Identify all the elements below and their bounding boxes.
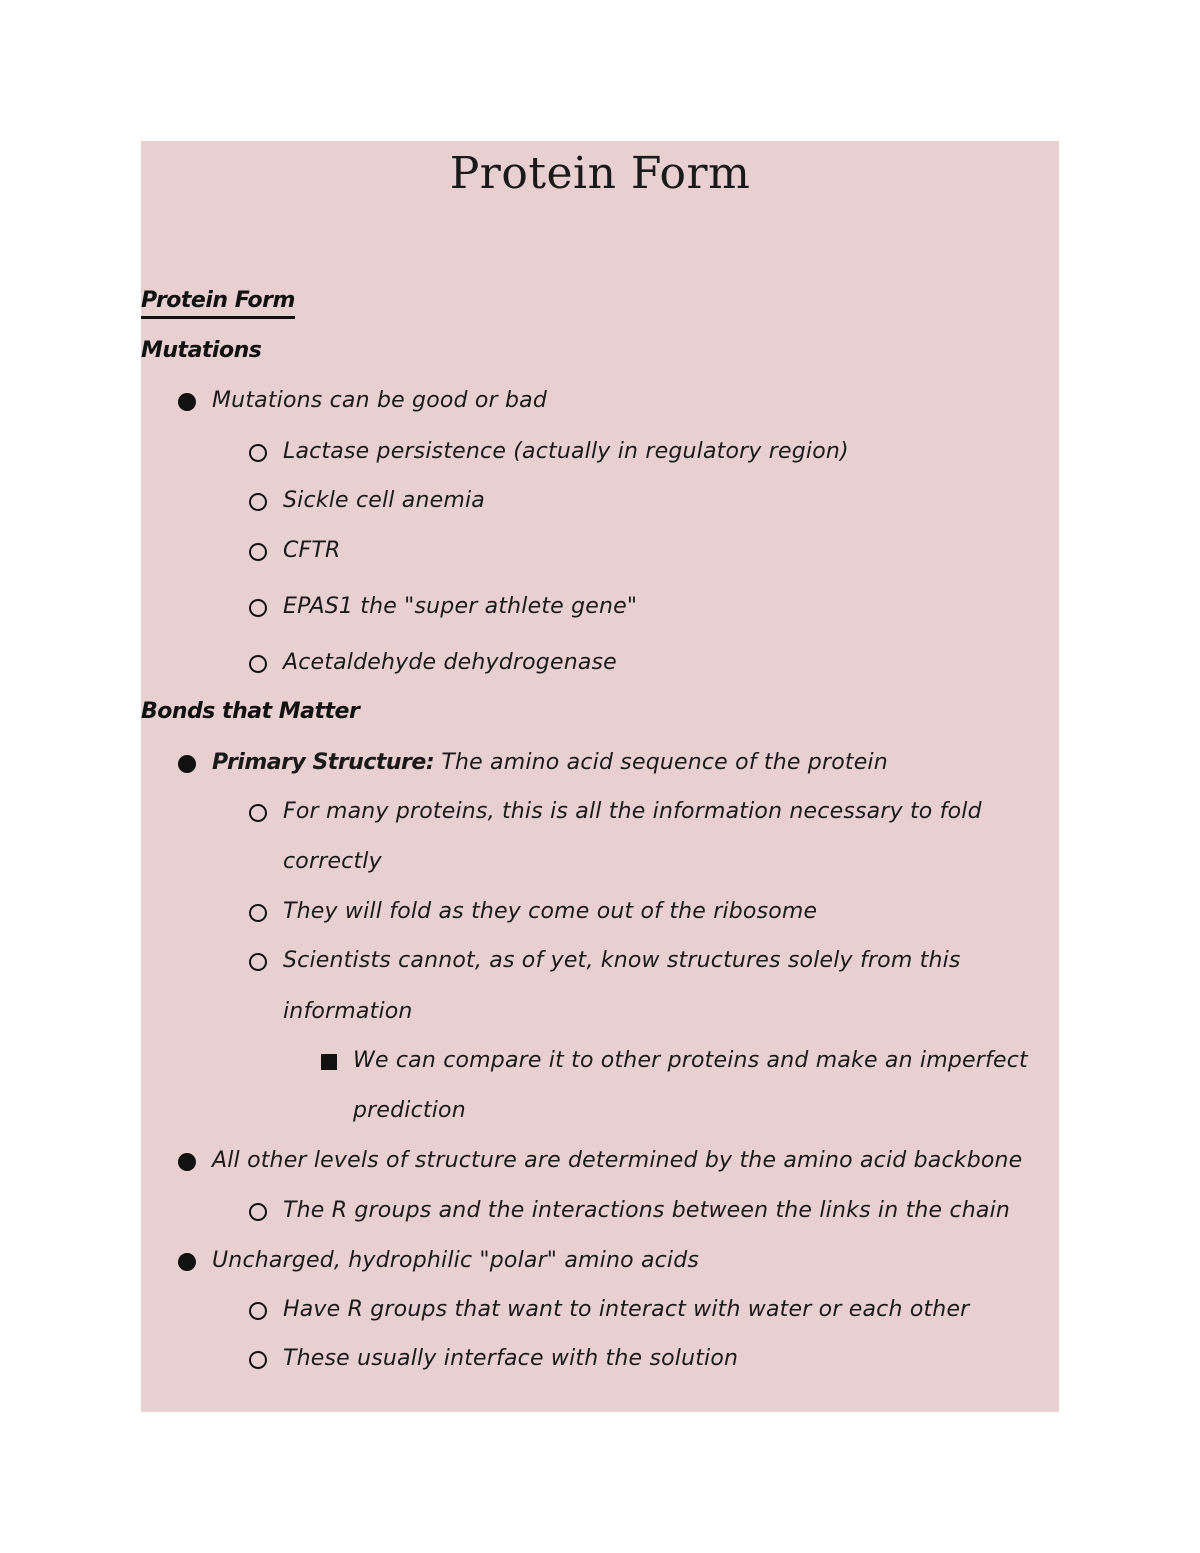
list-item: Sickle cell anemia xyxy=(283,488,485,513)
bullet-circle xyxy=(249,543,267,561)
list-item: These usually interface with the solution xyxy=(283,1346,739,1371)
list-item-continuation: information xyxy=(283,999,413,1024)
bullet-circle xyxy=(249,444,267,462)
list-item: Mutations can be good or bad xyxy=(212,388,547,413)
list-item-continuation: prediction xyxy=(353,1098,466,1123)
bullet-circle xyxy=(249,599,267,617)
list-item: The R groups and the interactions between the links in the chain xyxy=(283,1198,1011,1223)
bullet-square xyxy=(321,1054,337,1070)
bullet-disc xyxy=(178,755,196,773)
bullet-circle xyxy=(249,904,267,922)
bullet-circle xyxy=(249,1203,267,1221)
bullet-circle xyxy=(249,1302,267,1320)
list-item: Lactase persistence (actually in regulatory region) xyxy=(283,439,849,464)
bullet-circle xyxy=(249,953,267,971)
list-item: They will fold as they come out of the ribosome xyxy=(283,899,818,924)
section-heading-mutations: Mutations xyxy=(141,338,262,363)
list-item: For many proteins, this is all the information necessary to fold xyxy=(283,799,982,824)
bullet-circle xyxy=(249,1351,267,1369)
list-item-continuation: correctly xyxy=(283,849,382,874)
primary-structure-text: The amino acid sequence of the protein xyxy=(434,750,888,775)
primary-structure-label: Primary Structure: xyxy=(212,750,435,775)
list-item: Scientists cannot, as of yet, know structures solely from this xyxy=(283,948,961,973)
section-heading-bonds: Bonds that Matter xyxy=(141,699,360,724)
document-title: Protein Form xyxy=(449,148,751,199)
list-item: All other levels of structure are determined by the amino acid backbone xyxy=(212,1148,1023,1173)
list-item-primary-structure xyxy=(212,748,888,778)
bullet-disc xyxy=(178,1153,196,1171)
list-item: CFTR xyxy=(283,538,341,563)
list-item: Have R groups that want to interact with water or each other xyxy=(283,1297,970,1322)
bullet-circle xyxy=(249,655,267,673)
list-item: We can compare it to other proteins and make an imperfect xyxy=(353,1048,1028,1073)
list-item: Uncharged, hydrophilic "polar" amino acids xyxy=(212,1248,700,1273)
bullet-disc xyxy=(178,1253,196,1271)
list-item: Acetaldehyde dehydrogenase xyxy=(283,650,617,675)
bullet-disc xyxy=(178,393,196,411)
section-heading-protein-form: Protein Form xyxy=(141,286,295,319)
list-item: EPAS1 the "super athlete gene" xyxy=(283,594,638,619)
bullet-circle xyxy=(249,804,267,822)
bullet-circle xyxy=(249,493,267,511)
